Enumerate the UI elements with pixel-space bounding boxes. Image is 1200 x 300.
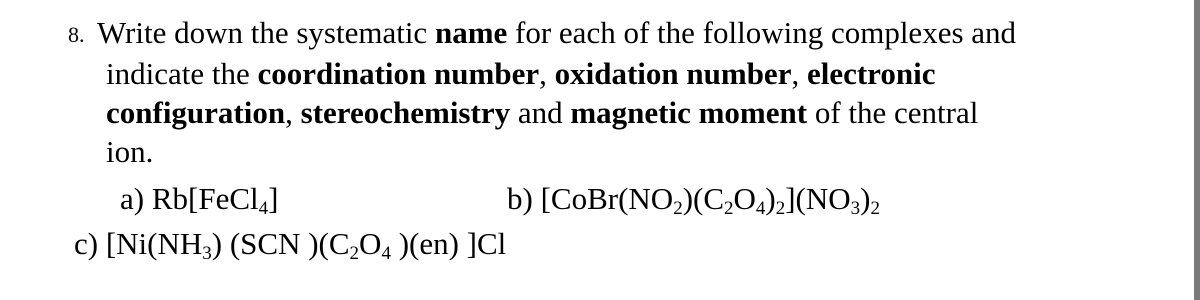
keyword-electronic: electronic xyxy=(806,56,936,91)
complex-c-formula: [$Ni(NH_3)$ (SCN )($C_2O_4$ )(en) ]Cl xyxy=(105,226,507,264)
question-line-3: configuration, stereochemistry and magnetic moment of the central xyxy=(106,95,979,130)
keyword-configuration: configuration xyxy=(106,95,286,130)
complex-c xyxy=(74,225,506,263)
right-edge-bar xyxy=(1194,0,1200,300)
keyword-name: name xyxy=(434,15,508,50)
complex-c-label: c) xyxy=(74,226,99,261)
question-line-1: Write down the systematic name for each of the following complexes and xyxy=(97,15,1017,50)
keyword-magnetic-moment: magnetic moment xyxy=(570,95,808,130)
complex-b-label: b) xyxy=(507,181,533,216)
keyword-oxidation-number: oxidation number xyxy=(554,56,792,91)
question-line-2: indicate the coordination number, oxidation number, electronic xyxy=(106,56,936,91)
complex-a xyxy=(120,180,278,218)
complex-b xyxy=(507,180,880,218)
question-line-4: ion. xyxy=(106,134,154,169)
complex-a-formula: Rb[FeCl$_4$] xyxy=(151,181,279,219)
keyword-coordination-number: coordination number xyxy=(257,56,540,91)
question-number: 8. xyxy=(68,22,85,47)
complex-a-label: a) xyxy=(120,181,145,216)
complex-b-formula: $[CoBr(NO_2)(C_2O_4)_2](NO_3)_2$ xyxy=(540,181,880,219)
keyword-stereochemistry: stereochemistry xyxy=(300,95,511,130)
